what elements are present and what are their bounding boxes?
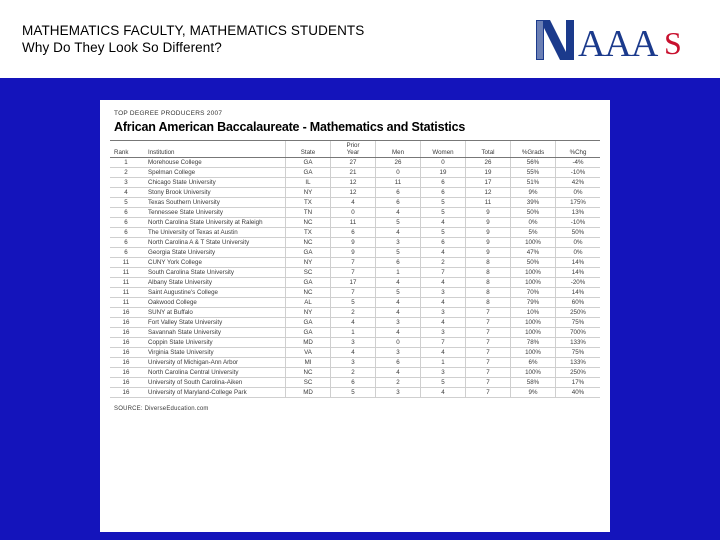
cell-state: NY [286,188,331,198]
cell-men: 6 [376,258,421,268]
cell-prior-year: 7 [331,268,376,278]
cell-women: 1 [421,358,466,368]
cell-total: 12 [466,188,511,198]
cell-institution: Tennessee State University [142,208,286,218]
cell-pct-chg: 40% [556,388,601,398]
cell-pct-grads: 51% [511,178,556,188]
cell-state: NC [286,238,331,248]
cell-women: 5 [421,208,466,218]
cell-institution: University of South Carolina-Aiken [142,378,286,388]
cell-women: 4 [421,318,466,328]
cell-women: 3 [421,288,466,298]
cell-prior-year: 7 [331,258,376,268]
cell-state: MD [286,338,331,348]
cell-men: 2 [376,378,421,388]
cell-prior-year: 3 [331,338,376,348]
table-row [110,198,600,208]
column-header-prior-line2: Year [346,149,360,156]
cell-prior-year: 5 [331,298,376,308]
cell-pct-grads: 100% [511,348,556,358]
cell-rank: 16 [110,378,142,388]
cell-women: 4 [421,218,466,228]
cell-men: 3 [376,348,421,358]
table-row [110,218,600,228]
table-row [110,228,600,238]
cell-rank: 16 [110,308,142,318]
cell-pct-grads: 50% [511,258,556,268]
cell-pct-grads: 70% [511,288,556,298]
cell-prior-year: 2 [331,368,376,378]
cell-state: NC [286,218,331,228]
cell-pct-grads: 100% [511,238,556,248]
cell-total: 9 [466,238,511,248]
cell-rank: 16 [110,328,142,338]
cell-institution: Saint Augustine's College [142,288,286,298]
cell-institution: Oakwood College [142,298,286,308]
cell-total: 7 [466,328,511,338]
cell-men: 6 [376,358,421,368]
cell-women: 6 [421,188,466,198]
cell-women: 7 [421,338,466,348]
cell-prior-year: 21 [331,168,376,178]
cell-prior-year: 2 [331,308,376,318]
cell-state: SC [286,378,331,388]
cell-institution: Chicago State University [142,178,286,188]
table-row [110,178,600,188]
cell-pct-chg: 250% [556,368,601,378]
cell-rank: 6 [110,248,142,258]
cell-women: 4 [421,298,466,308]
cell-pct-grads: 10% [511,308,556,318]
table-row [110,298,600,308]
cell-women: 4 [421,348,466,358]
table-row [110,278,600,288]
table-row [110,168,600,178]
cell-total: 7 [466,338,511,348]
cell-pct-grads: 0% [511,218,556,228]
cell-rank: 11 [110,268,142,278]
cell-women: 3 [421,368,466,378]
cell-men: 0 [376,168,421,178]
cell-state: TX [286,228,331,238]
cell-total: 26 [466,158,511,168]
cell-rank: 16 [110,348,142,358]
cell-state: GA [286,168,331,178]
cell-state: AL [286,298,331,308]
cell-pct-chg: 50% [556,228,601,238]
cell-institution: The University of Texas at Austin [142,228,286,238]
cell-pct-chg: 14% [556,288,601,298]
cell-pct-grads: 56% [511,158,556,168]
cell-rank: 16 [110,388,142,398]
cell-rank: 2 [110,168,142,178]
cell-women: 19 [421,168,466,178]
cell-women: 6 [421,238,466,248]
cell-rank: 16 [110,318,142,328]
cell-state: NY [286,258,331,268]
cell-men: 4 [376,328,421,338]
cell-rank: 16 [110,358,142,368]
cell-state: GA [286,158,331,168]
slide-body [0,78,720,540]
degree-table [110,140,600,398]
cell-total: 17 [466,178,511,188]
cell-total: 7 [466,308,511,318]
table-panel [100,100,610,532]
cell-rank: 11 [110,258,142,268]
cell-men: 5 [376,288,421,298]
table-source: SOURCE: DiverseEducation.com [114,406,209,412]
cell-state: VA [286,348,331,358]
column-header-pct-chg: %Chg [556,141,601,158]
cell-pct-grads: 55% [511,168,556,178]
cell-pct-chg: 700% [556,328,601,338]
column-header-prior-line1: Prior [346,142,360,149]
table-row [110,388,600,398]
cell-men: 1 [376,268,421,278]
table-title: African American Baccalaureate - Mathematics and Statistics [114,120,466,134]
cell-prior-year: 4 [331,198,376,208]
column-header-total: Total [466,141,511,158]
page-subtitle: Why Do They Look So Different? [22,40,222,55]
cell-rank: 6 [110,218,142,228]
table-row [110,288,600,298]
svg-text:AAA: AAA [578,23,658,62]
cell-state: MI [286,358,331,368]
cell-state: TN [286,208,331,218]
cell-pct-grads: 100% [511,318,556,328]
cell-rank: 6 [110,228,142,238]
cell-pct-chg: 133% [556,358,601,368]
column-header-rank: Rank [110,141,142,158]
cell-state: NY [286,308,331,318]
cell-pct-chg: 75% [556,318,601,328]
column-header-women: Women [421,141,466,158]
aaas-mark-icon [536,20,574,60]
cell-men: 4 [376,368,421,378]
cell-pct-grads: 58% [511,378,556,388]
table-row [110,328,600,338]
cell-total: 8 [466,278,511,288]
title-block [22,22,364,57]
cell-rank: 4 [110,188,142,198]
cell-men: 4 [376,228,421,238]
cell-men: 0 [376,338,421,348]
cell-total: 8 [466,258,511,268]
column-header-state: State [286,141,331,158]
cell-institution: Stony Brook University [142,188,286,198]
table-row [110,318,600,328]
table-row [110,378,600,388]
cell-prior-year: 4 [331,348,376,358]
table-row [110,358,600,368]
cell-pct-chg: -10% [556,218,601,228]
cell-total: 7 [466,358,511,368]
cell-rank: 6 [110,208,142,218]
cell-rank: 11 [110,298,142,308]
table-header-row [110,141,600,158]
cell-prior-year: 9 [331,238,376,248]
cell-prior-year: 27 [331,158,376,168]
cell-total: 7 [466,368,511,378]
cell-total: 8 [466,298,511,308]
cell-women: 4 [421,248,466,258]
cell-institution: Albany State University [142,278,286,288]
cell-total: 9 [466,248,511,258]
cell-institution: North Carolina A & T State University [142,238,286,248]
svg-text:S: S [664,25,682,61]
cell-women: 2 [421,258,466,268]
cell-total: 7 [466,348,511,358]
cell-men: 6 [376,198,421,208]
cell-institution: University of Michigan-Ann Arbor [142,358,286,368]
cell-total: 19 [466,168,511,178]
cell-pct-chg: 250% [556,308,601,318]
cell-pct-chg: -20% [556,278,601,288]
cell-women: 4 [421,388,466,398]
cell-pct-grads: 6% [511,358,556,368]
cell-institution: Savannah State University [142,328,286,338]
cell-women: 5 [421,198,466,208]
table-row [110,368,600,378]
cell-women: 3 [421,328,466,338]
cell-institution: SUNY at Buffalo [142,308,286,318]
cell-prior-year: 12 [331,188,376,198]
cell-total: 7 [466,388,511,398]
cell-rank: 6 [110,238,142,248]
cell-total: 9 [466,228,511,238]
cell-state: GA [286,248,331,258]
cell-pct-chg: 175% [556,198,601,208]
cell-state: IL [286,178,331,188]
cell-pct-grads: 50% [511,208,556,218]
cell-prior-year: 6 [331,378,376,388]
cell-pct-chg: 0% [556,188,601,198]
aaas-logo [530,16,690,62]
column-header-prior-year [331,141,376,158]
cell-women: 6 [421,178,466,188]
cell-institution: North Carolina State University at Raleigh [142,218,286,228]
cell-pct-chg: 42% [556,178,601,188]
cell-pct-chg: 14% [556,258,601,268]
cell-women: 5 [421,228,466,238]
cell-prior-year: 17 [331,278,376,288]
cell-pct-chg: 60% [556,298,601,308]
table-row [110,338,600,348]
cell-prior-year: 9 [331,248,376,258]
cell-state: GA [286,318,331,328]
cell-total: 7 [466,378,511,388]
cell-prior-year: 4 [331,318,376,328]
cell-pct-chg: 0% [556,238,601,248]
cell-men: 4 [376,298,421,308]
cell-pct-chg: 17% [556,378,601,388]
cell-prior-year: 6 [331,228,376,238]
cell-pct-chg: 0% [556,248,601,258]
cell-total: 11 [466,198,511,208]
cell-total: 8 [466,288,511,298]
table-head [110,141,600,158]
cell-institution: Morehouse College [142,158,286,168]
cell-prior-year: 5 [331,388,376,398]
cell-rank: 16 [110,368,142,378]
cell-men: 4 [376,208,421,218]
cell-institution: Texas Southern University [142,198,286,208]
cell-men: 11 [376,178,421,188]
cell-rank: 5 [110,198,142,208]
cell-rank: 3 [110,178,142,188]
cell-total: 9 [466,208,511,218]
cell-men: 3 [376,238,421,248]
table-row [110,348,600,358]
cell-men: 5 [376,218,421,228]
cell-pct-grads: 100% [511,268,556,278]
column-header-institution: Institution [142,141,286,158]
cell-men: 4 [376,308,421,318]
cell-institution: Coppin State University [142,338,286,348]
cell-men: 4 [376,278,421,288]
cell-institution: Virginia State University [142,348,286,358]
cell-pct-chg: -10% [556,168,601,178]
table-body [110,158,600,398]
cell-women: 7 [421,268,466,278]
page-title: MATHEMATICS FACULTY, MATHEMATICS STUDENTS [22,23,365,38]
table-row [110,188,600,198]
cell-state: NC [286,288,331,298]
cell-pct-grads: 5% [511,228,556,238]
cell-rank: 11 [110,278,142,288]
slide-header [0,0,720,78]
cell-prior-year: 7 [331,288,376,298]
cell-pct-chg: -4% [556,158,601,168]
cell-pct-grads: 79% [511,298,556,308]
cell-institution: South Carolina State University [142,268,286,278]
table-row [110,248,600,258]
cell-prior-year: 3 [331,358,376,368]
table-row [110,208,600,218]
cell-women: 5 [421,378,466,388]
cell-institution: Georgia State University [142,248,286,258]
cell-prior-year: 12 [331,178,376,188]
table-row [110,158,600,168]
cell-men: 3 [376,318,421,328]
cell-prior-year: 0 [331,208,376,218]
cell-state: SC [286,268,331,278]
cell-pct-chg: 133% [556,338,601,348]
cell-women: 3 [421,308,466,318]
cell-institution: CUNY York College [142,258,286,268]
cell-pct-chg: 13% [556,208,601,218]
table-eyebrow: TOP DEGREE PRODUCERS 2007 [114,110,223,117]
table-row [110,268,600,278]
cell-state: MD [286,388,331,398]
cell-state: GA [286,328,331,338]
cell-pct-grads: 9% [511,388,556,398]
cell-institution: University of Maryland-College Park [142,388,286,398]
cell-rank: 1 [110,158,142,168]
cell-pct-grads: 39% [511,198,556,208]
cell-rank: 16 [110,338,142,348]
column-header-men: Men [376,141,421,158]
table-row [110,238,600,248]
cell-men: 6 [376,188,421,198]
cell-state: TX [286,198,331,208]
cell-state: NC [286,368,331,378]
cell-women: 0 [421,158,466,168]
cell-pct-grads: 100% [511,368,556,378]
cell-men: 26 [376,158,421,168]
cell-pct-chg: 75% [556,348,601,358]
cell-total: 8 [466,268,511,278]
cell-pct-grads: 78% [511,338,556,348]
cell-total: 9 [466,218,511,228]
cell-institution: North Carolina Central University [142,368,286,378]
cell-prior-year: 1 [331,328,376,338]
cell-men: 3 [376,388,421,398]
column-header-pct-grads: %Grads [511,141,556,158]
cell-pct-grads: 9% [511,188,556,198]
cell-institution: Spelman College [142,168,286,178]
cell-pct-grads: 100% [511,328,556,338]
table-row [110,308,600,318]
cell-prior-year: 11 [331,218,376,228]
table-row [110,258,600,268]
cell-total: 7 [466,318,511,328]
cell-pct-grads: 100% [511,278,556,288]
cell-institution: Fort Valley State University [142,318,286,328]
cell-men: 5 [376,248,421,258]
cell-rank: 11 [110,288,142,298]
cell-pct-chg: 14% [556,268,601,278]
cell-pct-grads: 47% [511,248,556,258]
cell-women: 4 [421,278,466,288]
cell-state: GA [286,278,331,288]
